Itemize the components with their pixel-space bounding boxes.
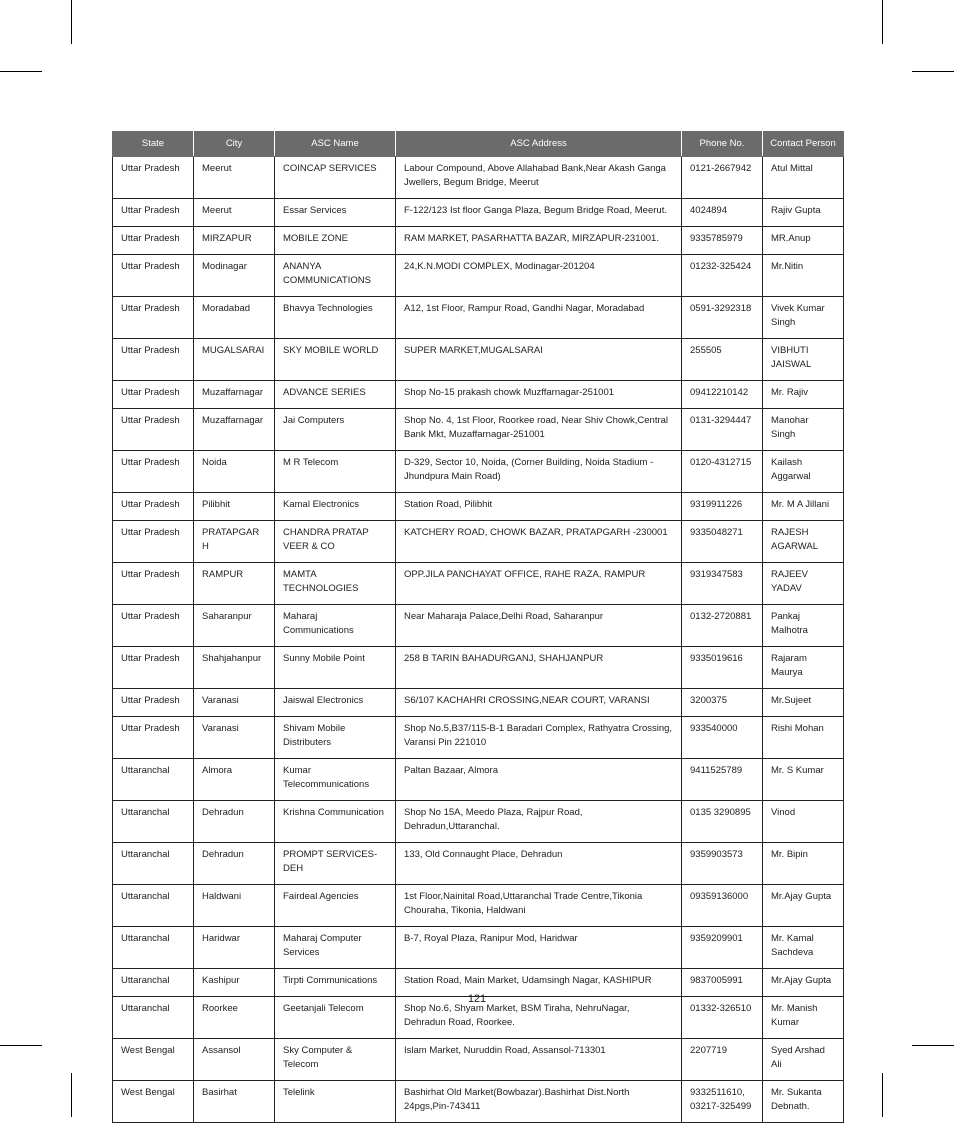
cell-phone: 0591-3292318	[682, 297, 763, 339]
service-center-table	[112, 131, 844, 1123]
table-row	[113, 451, 844, 493]
cell-city: RAMPUR	[194, 563, 275, 605]
cell-phone: 9359903573	[682, 843, 763, 885]
cell-state: Uttar Pradesh	[113, 451, 194, 493]
cell-phone: 933540000	[682, 717, 763, 759]
cell-asc-address: Paltan Bazaar, Almora	[396, 759, 682, 801]
cell-asc-address: Shop No-15 prakash chowk Muzffarnagar-251001	[396, 381, 682, 409]
cell-asc-address: Shop No 15A, Meedo Plaza, Rajpur Road, Dehradun,Uttaranchal.	[396, 801, 682, 843]
table-row	[113, 717, 844, 759]
cell-state: Uttar Pradesh	[113, 227, 194, 255]
cell-city: Basirhat	[194, 1081, 275, 1123]
cell-asc-address: Shop No.5,B37/115-B-1 Baradari Complex, Rathyatra Crossing, Varansi Pin 221010	[396, 717, 682, 759]
cell-city: Meerut	[194, 199, 275, 227]
cell-contact-person: Mr.Nitin	[763, 255, 844, 297]
cell-asc-name: PROMPT SERVICES-DEH	[275, 843, 396, 885]
cell-asc-name: MOBILE ZONE	[275, 227, 396, 255]
cell-asc-name: Shivam Mobile Distributers	[275, 717, 396, 759]
crop-mark-top-left	[71, 0, 72, 44]
cell-city: MIRZAPUR	[194, 227, 275, 255]
cell-asc-address: Station Road, Pilibhit	[396, 493, 682, 521]
cell-city: Modinagar	[194, 255, 275, 297]
cell-city: Dehradun	[194, 801, 275, 843]
cell-state: Uttar Pradesh	[113, 647, 194, 689]
cell-state: Uttar Pradesh	[113, 199, 194, 227]
cell-phone: 9335048271	[682, 521, 763, 563]
cell-asc-name: Maharaj Communications	[275, 605, 396, 647]
cell-state: Uttaranchal	[113, 885, 194, 927]
cell-state: Uttaranchal	[113, 969, 194, 997]
cell-asc-name: Jaiswal Electronics	[275, 689, 396, 717]
header-phone: Phone No.	[682, 132, 763, 157]
cell-phone: 09412210142	[682, 381, 763, 409]
cell-asc-address: 258 B TARIN BAHADURGANJ, SHAHJANPUR	[396, 647, 682, 689]
cell-state: West Bengal	[113, 1039, 194, 1081]
cell-asc-name: SKY MOBILE WORLD	[275, 339, 396, 381]
cell-asc-address: 1st Floor,Nainital Road,Uttaranchal Trade Centre,Tikonia Chouraha, Tikonia, Haldwani	[396, 885, 682, 927]
table-row	[113, 1039, 844, 1081]
crop-mark-right-top	[912, 71, 954, 72]
cell-state: Uttar Pradesh	[113, 255, 194, 297]
cell-asc-address: KATCHERY ROAD, CHOWK BAZAR, PRATAPGARH -230001	[396, 521, 682, 563]
cell-asc-address: Bashirhat Old Market(Bowbazar).Bashirhat Dist.North 24pgs,Pin-743411	[396, 1081, 682, 1123]
table-row	[113, 521, 844, 563]
table-row	[113, 227, 844, 255]
cell-asc-address: Near Maharaja Palace,Delhi Road, Saharanpur	[396, 605, 682, 647]
cell-asc-name: Sunny Mobile Point	[275, 647, 396, 689]
cell-contact-person: Mr. Kamal Sachdeva	[763, 927, 844, 969]
cell-phone: 9319911226	[682, 493, 763, 521]
cell-contact-person: Vivek Kumar Singh	[763, 297, 844, 339]
table-row	[113, 843, 844, 885]
cell-contact-person: RAJESH AGARWAL	[763, 521, 844, 563]
page-number: 121	[467, 993, 487, 1005]
cell-state: Uttar Pradesh	[113, 157, 194, 199]
cell-phone: 9837005991	[682, 969, 763, 997]
cell-contact-person: Mr. S Kumar	[763, 759, 844, 801]
cell-asc-name: Geetanjali Telecom	[275, 997, 396, 1039]
table-row	[113, 255, 844, 297]
cell-phone: 2207719	[682, 1039, 763, 1081]
cell-city: Varanasi	[194, 717, 275, 759]
table-row	[113, 297, 844, 339]
cell-city: Roorkee	[194, 997, 275, 1039]
cell-asc-name: Bhavya Technologies	[275, 297, 396, 339]
cell-state: West Bengal	[113, 1081, 194, 1123]
cell-asc-address: A12, 1st Floor, Rampur Road, Gandhi Nagar, Moradabad	[396, 297, 682, 339]
cell-contact-person: Mr. M A Jillani	[763, 493, 844, 521]
cell-state: Uttaranchal	[113, 997, 194, 1039]
cell-phone: 9335785979	[682, 227, 763, 255]
cell-asc-address: Labour Compound, Above Allahabad Bank,Near Akash Ganga Jwellers, Begum Bridge, Meerut	[396, 157, 682, 199]
cell-city: Varanasi	[194, 689, 275, 717]
cell-city: Pilibhit	[194, 493, 275, 521]
table-row	[113, 927, 844, 969]
cell-asc-name: M R Telecom	[275, 451, 396, 493]
cell-asc-address: 133, Old Connaught Place, Dehradun	[396, 843, 682, 885]
cell-phone: 0120-4312715	[682, 451, 763, 493]
header-asc-name: ASC Name	[275, 132, 396, 157]
cell-phone: 9359209901	[682, 927, 763, 969]
cell-phone: 255505	[682, 339, 763, 381]
cell-asc-name: ADVANCE SERIES	[275, 381, 396, 409]
header-row	[113, 132, 844, 157]
cell-asc-name: Krishna Communication	[275, 801, 396, 843]
table-row	[113, 759, 844, 801]
cell-phone: 4024894	[682, 199, 763, 227]
cell-asc-address: F-122/123 Ist floor Ganga Plaza, Begum Bridge Road, Meerut.	[396, 199, 682, 227]
cell-city: Haridwar	[194, 927, 275, 969]
cell-state: Uttar Pradesh	[113, 689, 194, 717]
header-asc-address: ASC Address	[396, 132, 682, 157]
crop-mark-left-bottom	[0, 1045, 42, 1046]
cell-contact-person: RAJEEV YADAV	[763, 563, 844, 605]
cell-contact-person: Pankaj Malhotra	[763, 605, 844, 647]
cell-phone: 0135 3290895	[682, 801, 763, 843]
cell-asc-address: S6/107 KACHAHRI CROSSING,NEAR COURT, VARANSI	[396, 689, 682, 717]
cell-city: Dehradun	[194, 843, 275, 885]
cell-phone: 3200375	[682, 689, 763, 717]
cell-city: Assansol	[194, 1039, 275, 1081]
cell-state: Uttar Pradesh	[113, 605, 194, 647]
cell-state: Uttar Pradesh	[113, 339, 194, 381]
cell-contact-person: Rajiv Gupta	[763, 199, 844, 227]
table-header	[113, 132, 844, 157]
cell-asc-name: Jai Computers	[275, 409, 396, 451]
cell-asc-address: 24,K.N.MODI COMPLEX, Modinagar-201204	[396, 255, 682, 297]
cell-asc-address: Shop No. 4, 1st Floor, Roorkee road, Near Shiv Chowk,Central Bank Mkt, Muzaffarnagar-251001	[396, 409, 682, 451]
cell-asc-name: Sky Computer & Telecom	[275, 1039, 396, 1081]
cell-state: Uttar Pradesh	[113, 409, 194, 451]
table-row	[113, 801, 844, 843]
cell-asc-name: Telelink	[275, 1081, 396, 1123]
cell-phone: 9411525789	[682, 759, 763, 801]
cell-asc-address: D-329, Sector 10, Noida, (Corner Building, Noida Stadium - Jhundpura Main Road)	[396, 451, 682, 493]
cell-state: Uttar Pradesh	[113, 717, 194, 759]
cell-phone: 0121-2667942	[682, 157, 763, 199]
cell-phone: 01232-325424	[682, 255, 763, 297]
cell-asc-name: CHANDRA PRATAP VEER & CO	[275, 521, 396, 563]
cell-asc-address: RAM MARKET, PASARHATTA BAZAR, MIRZAPUR-231001.	[396, 227, 682, 255]
cell-asc-address: OPP.JILA PANCHAYAT OFFICE, RAHE RAZA, RAMPUR	[396, 563, 682, 605]
cell-asc-address: Station Road, Main Market, Udamsingh Nagar, KASHIPUR	[396, 969, 682, 997]
cell-contact-person: Mr. Bipin	[763, 843, 844, 885]
cell-contact-person: VIBHUTI JAISWAL	[763, 339, 844, 381]
cell-city: PRATAPGARH	[194, 521, 275, 563]
cell-contact-person: Mr. Rajiv	[763, 381, 844, 409]
crop-mark-left-top	[0, 71, 42, 72]
cell-asc-name: COINCAP SERVICES	[275, 157, 396, 199]
table-row	[113, 199, 844, 227]
cell-phone: 9332511610, 03217-325499	[682, 1081, 763, 1123]
cell-state: Uttaranchal	[113, 927, 194, 969]
table-row	[113, 381, 844, 409]
cell-contact-person: Rishi Mohan	[763, 717, 844, 759]
cell-state: Uttar Pradesh	[113, 563, 194, 605]
crop-mark-top-right	[882, 0, 883, 44]
cell-asc-name: Essar Services	[275, 199, 396, 227]
table-row	[113, 689, 844, 717]
table-row	[113, 563, 844, 605]
table-body	[113, 157, 844, 1123]
cell-city: Noida	[194, 451, 275, 493]
cell-phone: 09359136000	[682, 885, 763, 927]
cell-state: Uttaranchal	[113, 759, 194, 801]
cell-phone: 0132-2720881	[682, 605, 763, 647]
cell-asc-name: Kamal Electronics	[275, 493, 396, 521]
cell-phone: 9319347583	[682, 563, 763, 605]
cell-city: Saharanpur	[194, 605, 275, 647]
cell-contact-person: Mr.Sujeet	[763, 689, 844, 717]
cell-state: Uttar Pradesh	[113, 521, 194, 563]
cell-phone: 01332-326510	[682, 997, 763, 1039]
cell-state: Uttaranchal	[113, 801, 194, 843]
cell-state: Uttar Pradesh	[113, 493, 194, 521]
cell-contact-person: Rajaram Maurya	[763, 647, 844, 689]
cell-asc-name: Tirpti Communications	[275, 969, 396, 997]
table-row	[113, 157, 844, 199]
table-row	[113, 605, 844, 647]
cell-city: MUGALSARAI	[194, 339, 275, 381]
header-contact-person: Contact Person	[763, 132, 844, 157]
cell-contact-person: Manohar Singh	[763, 409, 844, 451]
cell-asc-address: SUPER MARKET,MUGALSARAI	[396, 339, 682, 381]
cell-contact-person: Mr. Sukanta Debnath.	[763, 1081, 844, 1123]
cell-city: Shahjahanpur	[194, 647, 275, 689]
cell-asc-name: Kumar Telecommunications	[275, 759, 396, 801]
cell-asc-address: Islam Market, Nuruddin Road, Assansol-713301	[396, 1039, 682, 1081]
cell-asc-name: Maharaj Computer Services	[275, 927, 396, 969]
cell-city: Muzaffarnagar	[194, 381, 275, 409]
cell-contact-person: Mr.Ajay Gupta	[763, 969, 844, 997]
cell-city: Haldwani	[194, 885, 275, 927]
cell-phone: 9335019616	[682, 647, 763, 689]
crop-mark-bottom-right	[882, 1073, 883, 1117]
cell-city: Muzaffarnagar	[194, 409, 275, 451]
cell-contact-person: Mr.Ajay Gupta	[763, 885, 844, 927]
table-row	[113, 339, 844, 381]
cell-contact-person: Vinod	[763, 801, 844, 843]
table-row	[113, 409, 844, 451]
header-city: City	[194, 132, 275, 157]
cell-contact-person: Mr. Manish Kumar	[763, 997, 844, 1039]
cell-contact-person: Kailash Aggarwal	[763, 451, 844, 493]
cell-asc-name: Fairdeal Agencies	[275, 885, 396, 927]
cell-asc-name: ANANYA COMMUNICATIONS	[275, 255, 396, 297]
crop-mark-bottom-left	[71, 1073, 72, 1117]
table-row	[113, 647, 844, 689]
cell-asc-name: MAMTA TECHNOLOGIES	[275, 563, 396, 605]
table-row	[113, 885, 844, 927]
cell-contact-person: Syed Arshad Ali	[763, 1039, 844, 1081]
cell-asc-address: B-7, Royal Plaza, Ranipur Mod, Haridwar	[396, 927, 682, 969]
cell-state: Uttaranchal	[113, 843, 194, 885]
cell-phone: 0131-3294447	[682, 409, 763, 451]
cell-state: Uttar Pradesh	[113, 297, 194, 339]
cell-city: Almora	[194, 759, 275, 801]
cell-city: Kashipur	[194, 969, 275, 997]
crop-mark-right-bottom	[912, 1045, 954, 1046]
table-row	[113, 1081, 844, 1123]
cell-city: Meerut	[194, 157, 275, 199]
header-state: State	[113, 132, 194, 157]
cell-contact-person: MR.Anup	[763, 227, 844, 255]
cell-asc-address: Shop No.6, Shyam Market, BSM Tiraha, NehruNagar, Dehradun Road, Roorkee.	[396, 997, 682, 1039]
cell-state: Uttar Pradesh	[113, 381, 194, 409]
table-row	[113, 493, 844, 521]
cell-contact-person: Atul Mittal	[763, 157, 844, 199]
cell-city: Moradabad	[194, 297, 275, 339]
